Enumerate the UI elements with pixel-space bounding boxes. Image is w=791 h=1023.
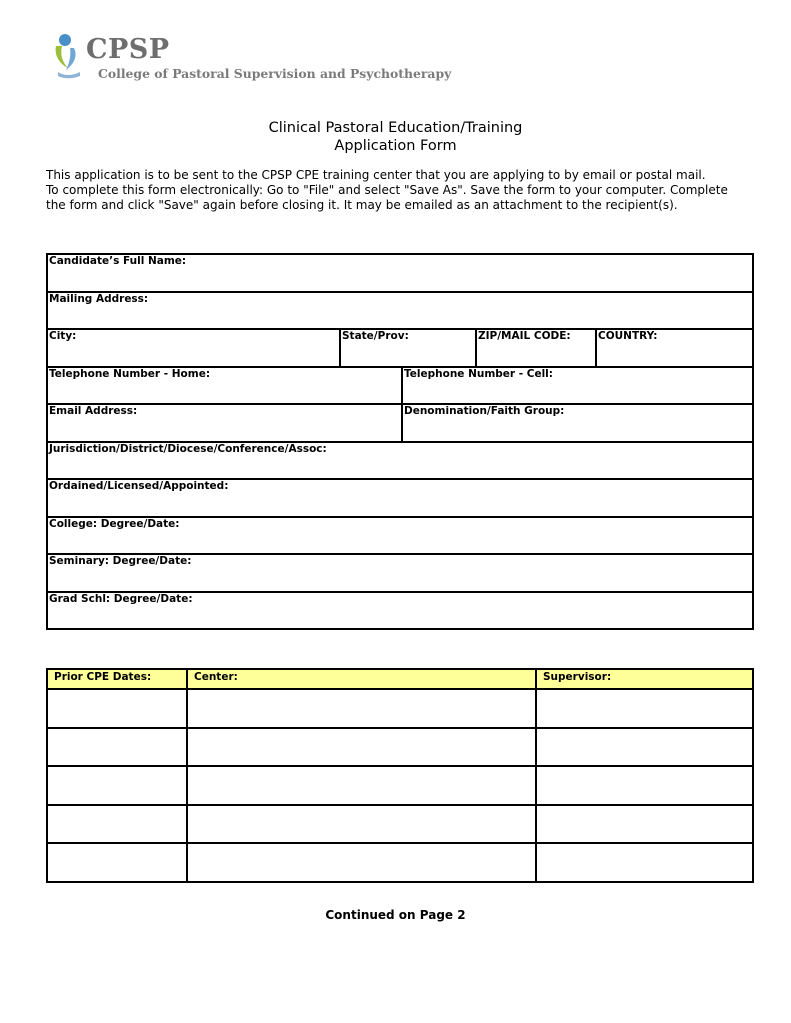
logo-subtitle: College of Pastoral Supervision and Psychotherapy bbox=[98, 66, 452, 81]
center-cell[interactable] bbox=[187, 805, 536, 844]
logo-name: CPSP bbox=[86, 34, 170, 65]
ordained-field[interactable] bbox=[47, 479, 753, 517]
supervisor-cell[interactable] bbox=[536, 766, 753, 805]
mailing-address-label: Mailing Address: bbox=[49, 292, 149, 305]
grad-school-degree-field[interactable] bbox=[47, 592, 753, 630]
country-label: COUNTRY: bbox=[598, 330, 658, 342]
prior-cpe-dates-cell[interactable] bbox=[47, 689, 187, 728]
full-name-label: Candidate’s Full Name: bbox=[49, 255, 187, 267]
center-cell[interactable] bbox=[187, 766, 536, 805]
city-label: City: bbox=[49, 330, 77, 342]
center-cell[interactable] bbox=[187, 728, 536, 767]
prior-cpe-dates-cell[interactable] bbox=[47, 843, 187, 882]
state-label: State/Prov: bbox=[342, 330, 409, 342]
phone-home-field[interactable] bbox=[47, 367, 402, 405]
center-header: Center: bbox=[187, 669, 536, 689]
state-field[interactable] bbox=[340, 329, 476, 367]
supervisor-cell[interactable] bbox=[536, 689, 753, 728]
prior-cpe-dates-header: Prior CPE Dates: bbox=[47, 669, 187, 689]
prior-cpe-dates-cell[interactable] bbox=[47, 805, 187, 844]
seminary-degree-label: Seminary: Degree/Date: bbox=[49, 555, 192, 567]
table-row bbox=[47, 766, 753, 805]
prior-cpe-dates-cell[interactable] bbox=[47, 728, 187, 767]
college-degree-label: College: Degree/Date: bbox=[49, 517, 180, 530]
denomination-label: Denomination/Faith Group: bbox=[404, 405, 565, 417]
full-name-field[interactable] bbox=[47, 254, 753, 292]
grad-school-degree-label: Grad Schl: Degree/Date: bbox=[49, 592, 193, 605]
city-field[interactable] bbox=[47, 329, 340, 367]
phone-cell-label: Telephone Number - Cell: bbox=[404, 367, 553, 380]
phone-cell-field[interactable] bbox=[402, 367, 753, 405]
supervisor-cell[interactable] bbox=[536, 805, 753, 844]
cpsp-logo-mark-icon bbox=[52, 32, 84, 80]
continued-note: Continued on Page 2 bbox=[325, 908, 466, 922]
page-title-line1: Clinical Pastoral Education/Training bbox=[268, 120, 523, 136]
country-field[interactable] bbox=[596, 329, 753, 367]
center-cell[interactable] bbox=[187, 689, 536, 728]
college-degree-field[interactable] bbox=[47, 517, 753, 555]
prior-cpe-dates-cell[interactable] bbox=[47, 766, 187, 805]
cpsp-logo bbox=[52, 32, 452, 84]
applicant-info-table bbox=[46, 253, 754, 630]
mailing-address-field[interactable] bbox=[47, 292, 753, 330]
prior-cpe-table bbox=[46, 668, 754, 883]
table-row bbox=[47, 689, 753, 728]
supervisor-cell[interactable] bbox=[536, 843, 753, 882]
instructions-paragraph-2: To complete this form electronically: Go to "File" and select "Save As". Save the form to your computer. Complete the form and click "Save" again before closing it. It may be emailed as an attachment to the recipient(s). bbox=[46, 183, 728, 213]
supervisor-header: Supervisor: bbox=[536, 669, 753, 689]
ordained-label: Ordained/Licensed/Appointed: bbox=[49, 480, 229, 492]
denomination-field[interactable] bbox=[402, 404, 753, 442]
center-cell[interactable] bbox=[187, 843, 536, 882]
zip-field[interactable] bbox=[476, 329, 596, 367]
table-row bbox=[47, 728, 753, 767]
email-label: Email Address: bbox=[49, 405, 138, 417]
table-row bbox=[47, 805, 753, 844]
page-title-line2: Application Form bbox=[334, 138, 457, 154]
jurisdiction-label: Jurisdiction/District/Diocese/Conference/Assoc: bbox=[49, 442, 327, 455]
zip-label: ZIP/MAIL CODE: bbox=[478, 330, 571, 342]
instructions bbox=[46, 168, 746, 214]
phone-home-label: Telephone Number - Home: bbox=[49, 367, 211, 380]
email-field[interactable] bbox=[47, 404, 402, 442]
seminary-degree-field[interactable] bbox=[47, 554, 753, 592]
instructions-paragraph-1: This application is to be sent to the CPSP CPE training center that you are applying to by email or postal mail. bbox=[46, 168, 706, 182]
table-row bbox=[47, 843, 753, 882]
supervisor-cell[interactable] bbox=[536, 728, 753, 767]
jurisdiction-field[interactable] bbox=[47, 442, 753, 480]
